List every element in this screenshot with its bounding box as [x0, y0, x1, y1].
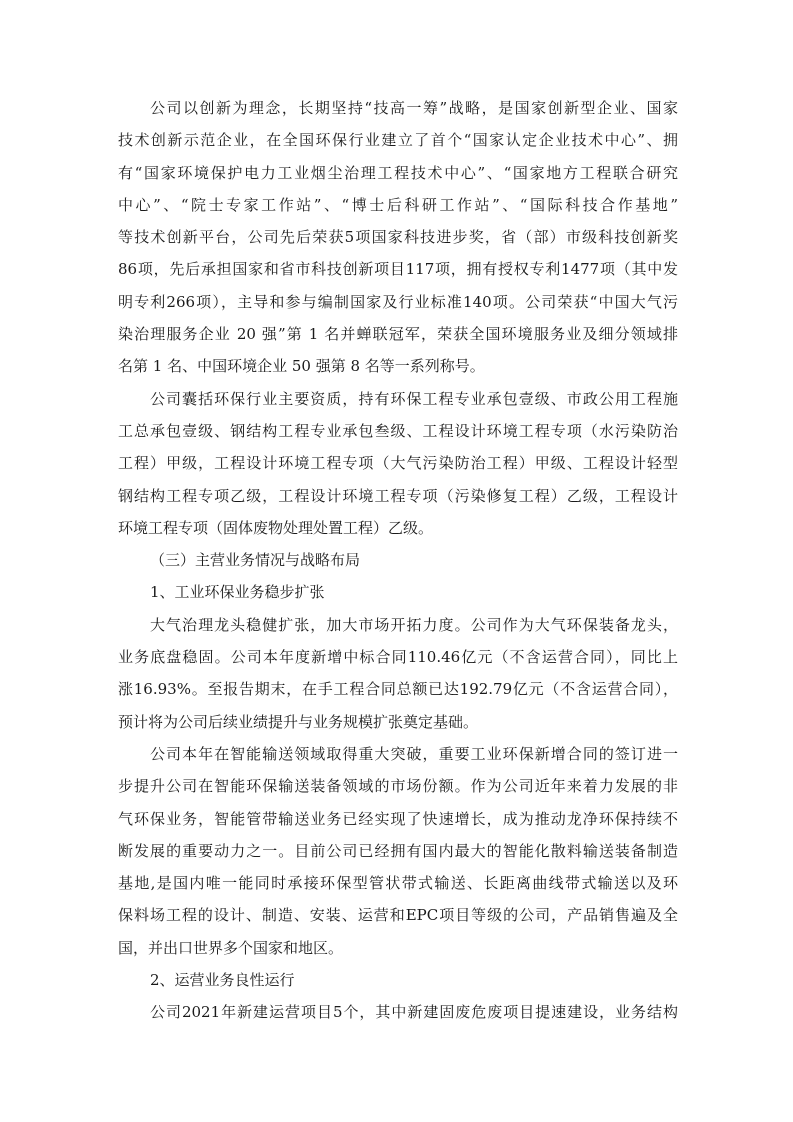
text-line: 预计将为公司后续业绩提升与业务规模扩张奠定基础。 [118, 712, 479, 731]
text-line: 保料场工程的设计、制造、安装、运营和EPC项目等级的公司，产品销售遍及全 [118, 906, 678, 925]
text-line: 公司2021年新建运营项目5个，其中新建固废危废项目提速建设，业务结构 [150, 1003, 678, 1022]
text-line: 染治理服务企业 20 强”第 1 名并蝉联冠军，荣获全国环境服务业及细分领域排 [118, 325, 678, 344]
heading-main-business: （三）主营业务情况与战略布局 [150, 551, 361, 570]
paragraph-intelligent-conveying [118, 738, 678, 964]
text-line: 公司囊括环保行业主要资质，持有环保工程专业承包壹级、市政公用工程施 [150, 389, 678, 408]
text-line: 公司以创新为理念，长期坚持“技高一筹”战略，是国家创新型企业、国家 [150, 99, 678, 117]
text-line: 钢结构工程专项乙级，工程设计环境工程专项（污染修复工程）乙级，工程设计 [118, 486, 678, 505]
text-line: 环境工程专项（固体废物处理处置工程）乙级。 [118, 518, 434, 537]
text-line: 名第 1 名、中国环境企业 50 强第 8 名等一系列称号。 [118, 357, 485, 376]
text-line: 国，并出口世界多个国家和地区。 [118, 938, 344, 957]
heading-industrial-business: 1、工业环保业务稳步扩张 [150, 583, 325, 602]
document-body [118, 92, 678, 1029]
text-line: 中心”、“院士专家工作站”、“博士后科研工作站”、“国际科技合作基地” [118, 195, 678, 214]
heading-operations: 2、运营业务良性运行 [150, 971, 295, 990]
paragraph-innovation [118, 92, 678, 383]
text-line: 有“国家环境保护电力工业烟尘治理工程技术中心”、“国家地方工程联合研究 [118, 163, 678, 182]
section-heading [118, 544, 678, 576]
subsection-heading [118, 576, 678, 608]
paragraph-operations [118, 996, 678, 1028]
text-line: 大气治理龙头稳健扩张，加大市场开拓力度。公司作为大气环保装备龙头， [150, 615, 678, 634]
text-line: 业务底盘稳固。公司本年度新增中标合同110.46亿元（不含运营合同），同比上 [118, 648, 678, 667]
text-line: 工程）甲级，工程设计环境工程专项（大气污染防治工程）甲级、工程设计轻型 [118, 454, 678, 473]
text-line: 步提升公司在智能环保输送装备领域的市场份额。作为公司近年来着力发展的非 [118, 777, 678, 796]
text-line: 基地,是国内唯一能同时承接环保型管状带式输送、长距离曲线带式输送以及环 [118, 874, 678, 893]
text-line: 气环保业务，智能管带输送业务已经实现了快速增长，成为推动龙净环保持续不 [118, 809, 678, 828]
subsection-heading [118, 964, 678, 996]
text-line: 明专利266项），主导和参与编制国家及行业标准140项。公司荣获“中国大气污 [118, 292, 678, 311]
text-line: 断发展的重要动力之一。目前公司已经拥有国内最大的智能化散料输送装备制造 [118, 841, 678, 860]
text-line: 等技术创新平台，公司先后荣获5项国家科技进步奖，省（部）市级科技创新奖 [118, 228, 678, 247]
text-line: 公司本年在智能输送领域取得重大突破，重要工业环保新增合同的签订进一 [150, 744, 678, 763]
paragraph-qualifications [118, 383, 678, 544]
text-line: 工总承包壹级、钢结构工程专业承包叁级、工程设计环境工程专项（水污染防治 [118, 421, 678, 440]
text-line: 技术创新示范企业，在全国环保行业建立了首个“国家认定企业技术中心”、拥 [118, 131, 678, 150]
text-line: 86项，先后承担国家和省市科技创新项目117项，拥有授权专利1477项（其中发 [118, 260, 678, 279]
text-line: 涨16.93%。至报告期末，在手工程合同总额已达192.79亿元（不含运营合同）， [118, 680, 678, 699]
paragraph-air-governance [118, 609, 678, 738]
